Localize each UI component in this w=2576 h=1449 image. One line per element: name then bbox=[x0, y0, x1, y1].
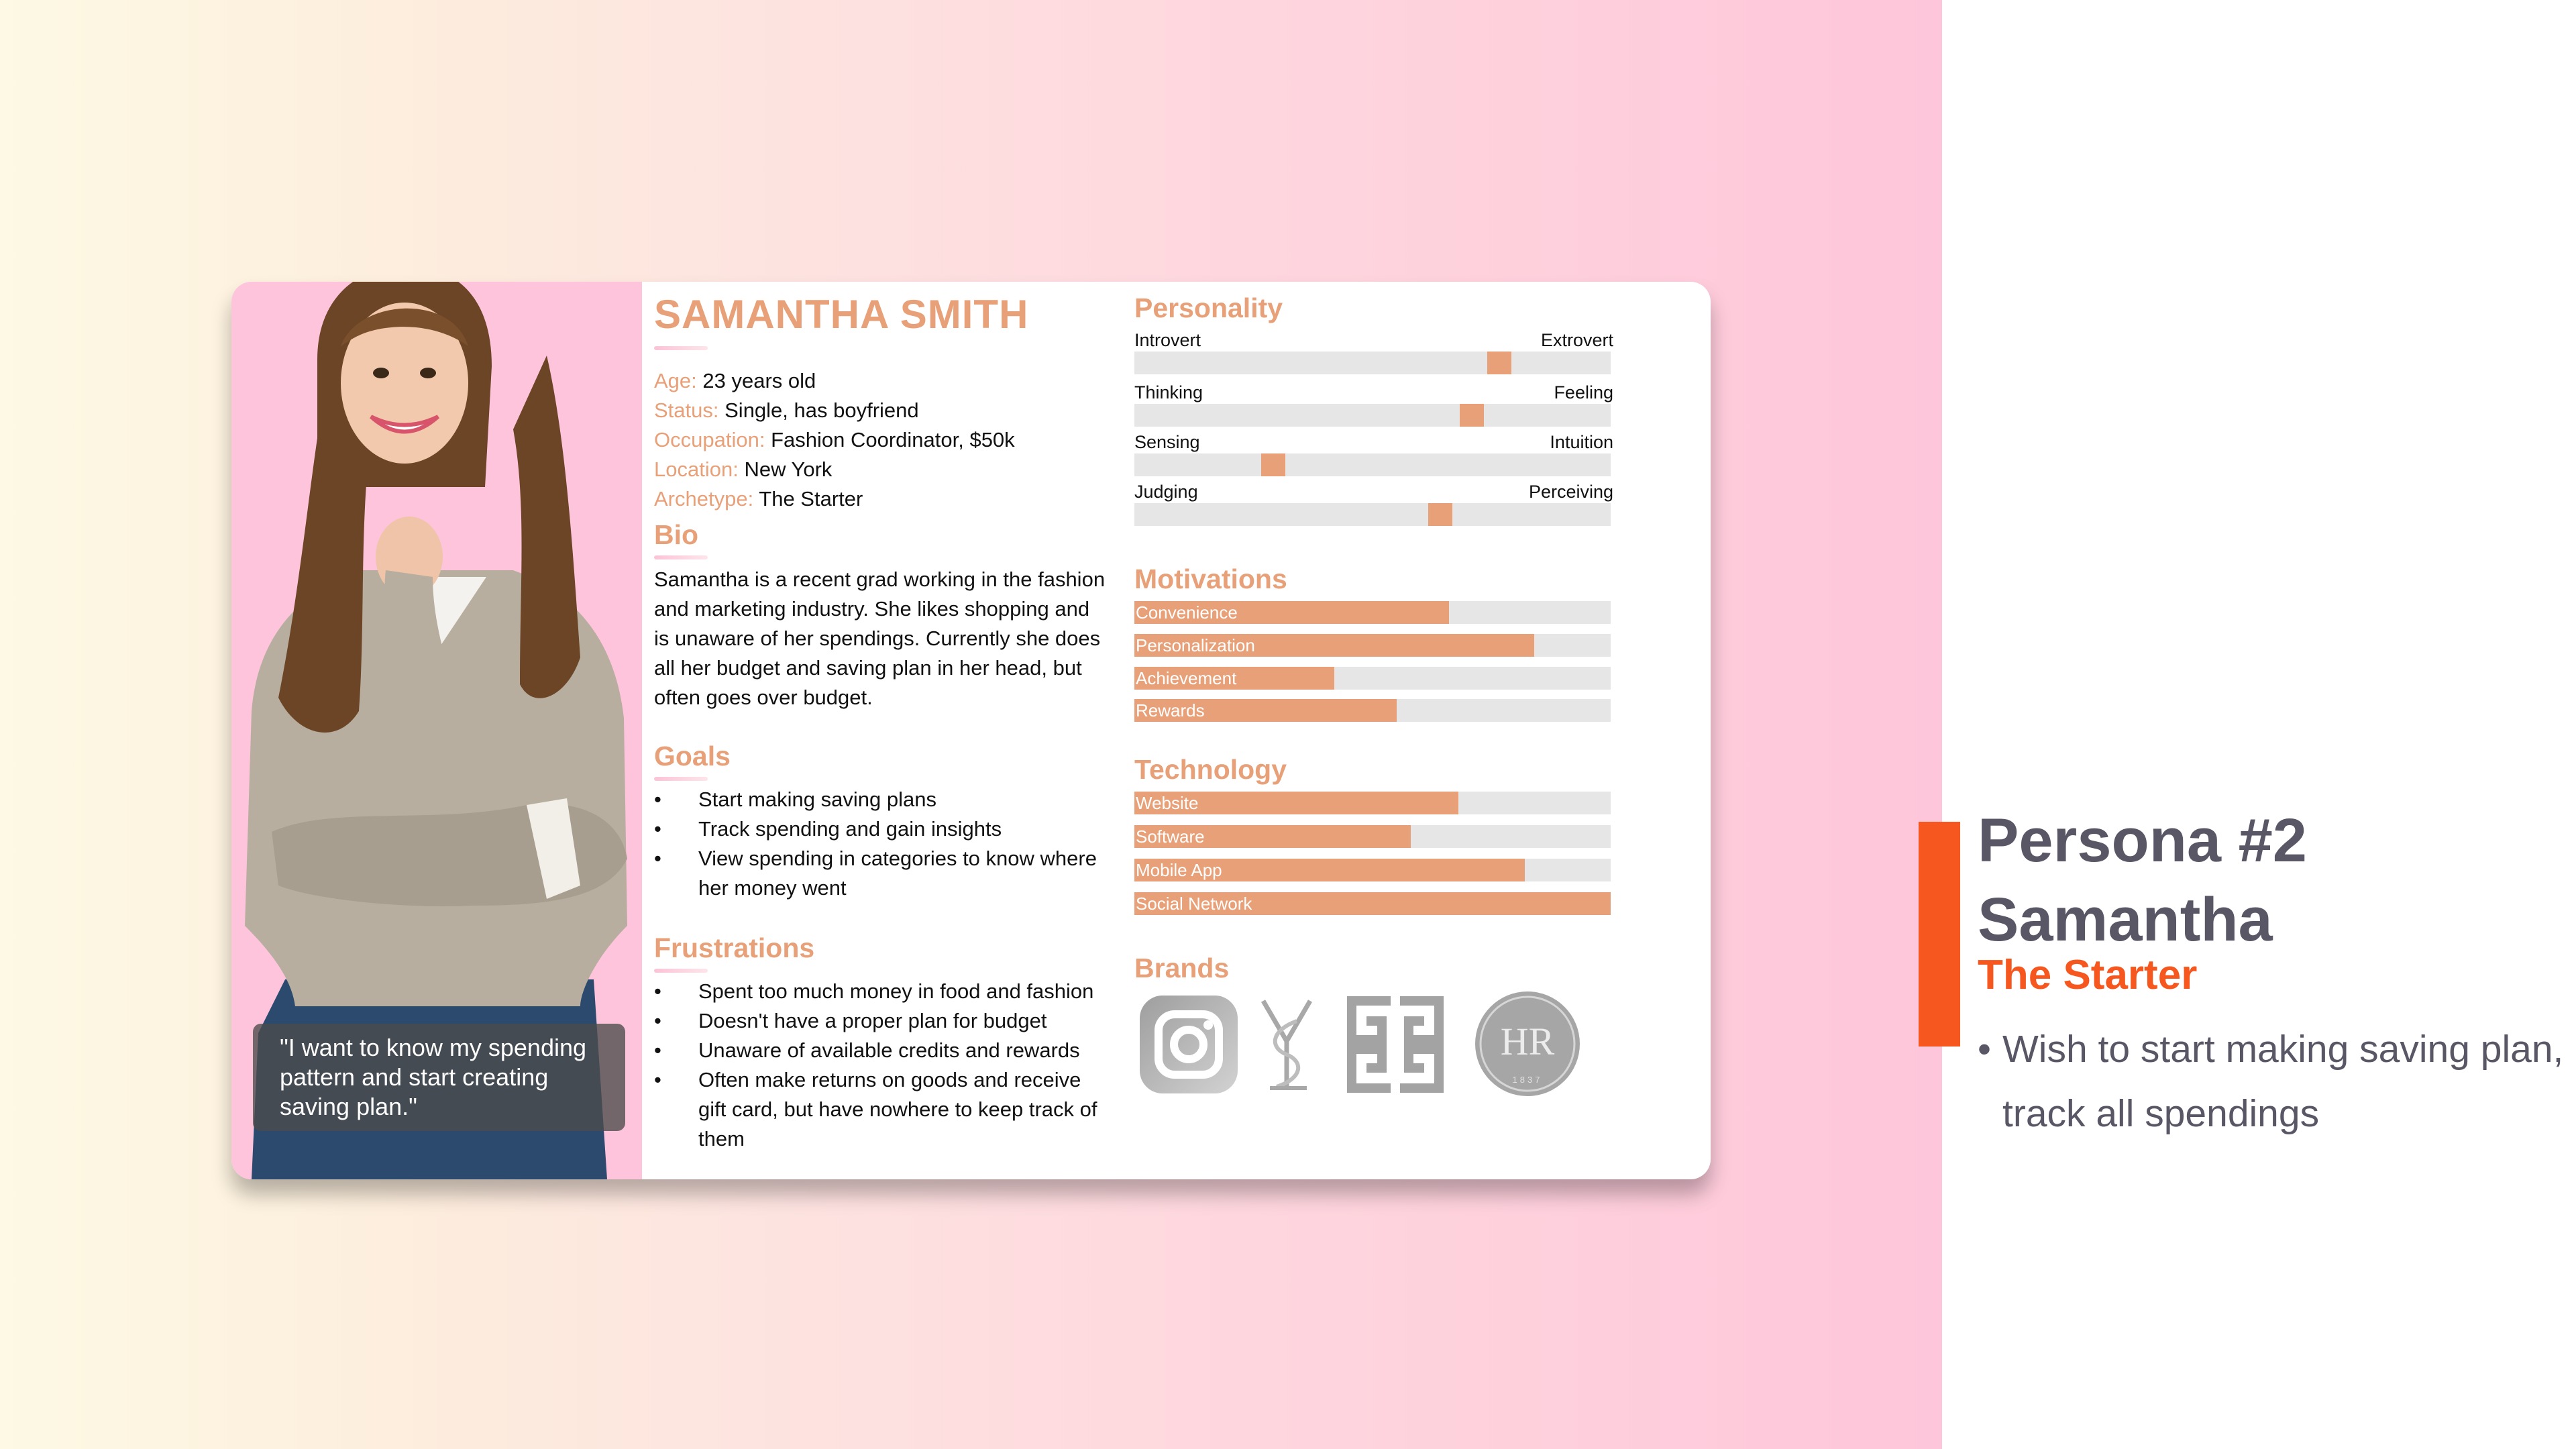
summary-subtitle: The Starter bbox=[1978, 952, 2198, 998]
technology-heading: Technology bbox=[1134, 754, 1287, 785]
instagram-icon bbox=[1138, 994, 1239, 1095]
frustrations-underline bbox=[654, 969, 708, 973]
frustrations-heading: Frustrations bbox=[654, 932, 815, 963]
hr-logo bbox=[1472, 989, 1583, 1099]
hr-letters: HR bbox=[1500, 1020, 1555, 1063]
name-underline bbox=[654, 346, 708, 350]
motivations-heading: Motivations bbox=[1134, 564, 1287, 594]
trait-right-label: Perceiving bbox=[1528, 482, 1613, 502]
trait-right-label: Intuition bbox=[1550, 432, 1613, 452]
bar-label: Rewards bbox=[1136, 700, 1205, 720]
bar-label: Convenience bbox=[1136, 602, 1238, 623]
technology-bar bbox=[1134, 825, 1611, 848]
givenchy-logo bbox=[1345, 994, 1446, 1095]
bio-heading: Bio bbox=[654, 519, 699, 550]
trait-slider-judging-perceiving bbox=[1134, 503, 1611, 526]
summary-bullet bbox=[1978, 1017, 2568, 1146]
technology-bar bbox=[1134, 892, 1611, 915]
trait-right-label: Extrovert bbox=[1540, 330, 1613, 350]
bio-underline bbox=[654, 555, 708, 559]
persona-name: SAMANTHA SMITH bbox=[654, 292, 1029, 337]
summary-title-line1: Persona #2 bbox=[1978, 806, 2307, 875]
frustrations-list bbox=[654, 977, 1110, 1154]
technology-bar bbox=[1134, 792, 1611, 814]
detail-occupation: Occupation: Fashion Coordinator, $50k bbox=[654, 428, 1015, 451]
bar-label: Social Network bbox=[1136, 894, 1252, 914]
bar-label: Personalization bbox=[1136, 635, 1255, 655]
motivation-bar bbox=[1134, 699, 1611, 722]
list-item: • Often make returns on goods and receive gift card, but have nowhere to keep track of them bbox=[654, 1065, 1110, 1154]
detail-location: Location: New York bbox=[654, 458, 833, 481]
summary-title-line2: Samantha bbox=[1978, 885, 2273, 954]
list-item: • Doesn't have a proper plan for budget bbox=[654, 1006, 1110, 1036]
detail-archetype: Archetype: The Starter bbox=[654, 487, 863, 511]
summary-bullet-text: Wish to start making saving plan, track all spendings bbox=[2002, 1028, 2564, 1135]
persona-quote: "I want to know my spending pattern and start creating saving plan." bbox=[253, 1024, 625, 1131]
goals-heading: Goals bbox=[654, 741, 731, 771]
bar-label: Mobile App bbox=[1136, 860, 1222, 880]
goals-underline bbox=[654, 777, 708, 781]
persona-card bbox=[231, 282, 1711, 1179]
trait-right-label: Feeling bbox=[1554, 382, 1613, 402]
detail-age: Age: 23 years old bbox=[654, 369, 816, 392]
motivation-bar bbox=[1134, 634, 1611, 657]
trait-left-label: Judging bbox=[1134, 482, 1198, 502]
list-item: • Track spending and gain insights bbox=[654, 814, 1124, 844]
motivation-bar bbox=[1134, 601, 1611, 624]
list-item: • View spending in categories to know where her money went bbox=[654, 844, 1124, 903]
motivation-bar bbox=[1134, 667, 1611, 690]
trait-left-label: Introvert bbox=[1134, 330, 1201, 350]
accent-bar bbox=[1919, 822, 1960, 1046]
trait-left-label: Thinking bbox=[1134, 382, 1203, 402]
personality-heading: Personality bbox=[1134, 292, 1283, 323]
goals-list bbox=[654, 785, 1124, 903]
detail-status: Status: Single, has boyfriend bbox=[654, 398, 919, 422]
bar-label: Achievement bbox=[1136, 668, 1237, 688]
hr-year: 1837 bbox=[1512, 1075, 1543, 1085]
trait-marker bbox=[1487, 352, 1511, 374]
list-item: • Start making saving plans bbox=[654, 785, 1124, 814]
trait-marker bbox=[1261, 453, 1285, 476]
trait-left-label: Sensing bbox=[1134, 432, 1200, 452]
bar-label: Website bbox=[1136, 793, 1199, 813]
list-item: • Unaware of available credits and rewards bbox=[654, 1036, 1110, 1065]
trait-slider-thinking-feeling bbox=[1134, 404, 1611, 427]
bio-text: Samantha is a recent grad working in the fashion and marketing industry. She likes shopping and is unaware of her spendings. Currently she does all her budget and saving plan in her head, but often goes over budget. bbox=[654, 568, 1106, 709]
list-item: • Spent too much money in food and fashion bbox=[654, 977, 1110, 1006]
trait-marker bbox=[1428, 503, 1452, 526]
ysl-logo bbox=[1256, 994, 1317, 1095]
technology-bar bbox=[1134, 859, 1611, 881]
trait-marker bbox=[1460, 404, 1484, 427]
trait-slider-introvert-extrovert bbox=[1134, 352, 1611, 374]
persona-head bbox=[290, 282, 512, 500]
bullet-dot: • bbox=[1978, 1028, 1991, 1071]
bar-label: Software bbox=[1136, 826, 1205, 847]
trait-slider-sensing-intuition bbox=[1134, 453, 1611, 476]
brands-heading: Brands bbox=[1134, 953, 1230, 983]
